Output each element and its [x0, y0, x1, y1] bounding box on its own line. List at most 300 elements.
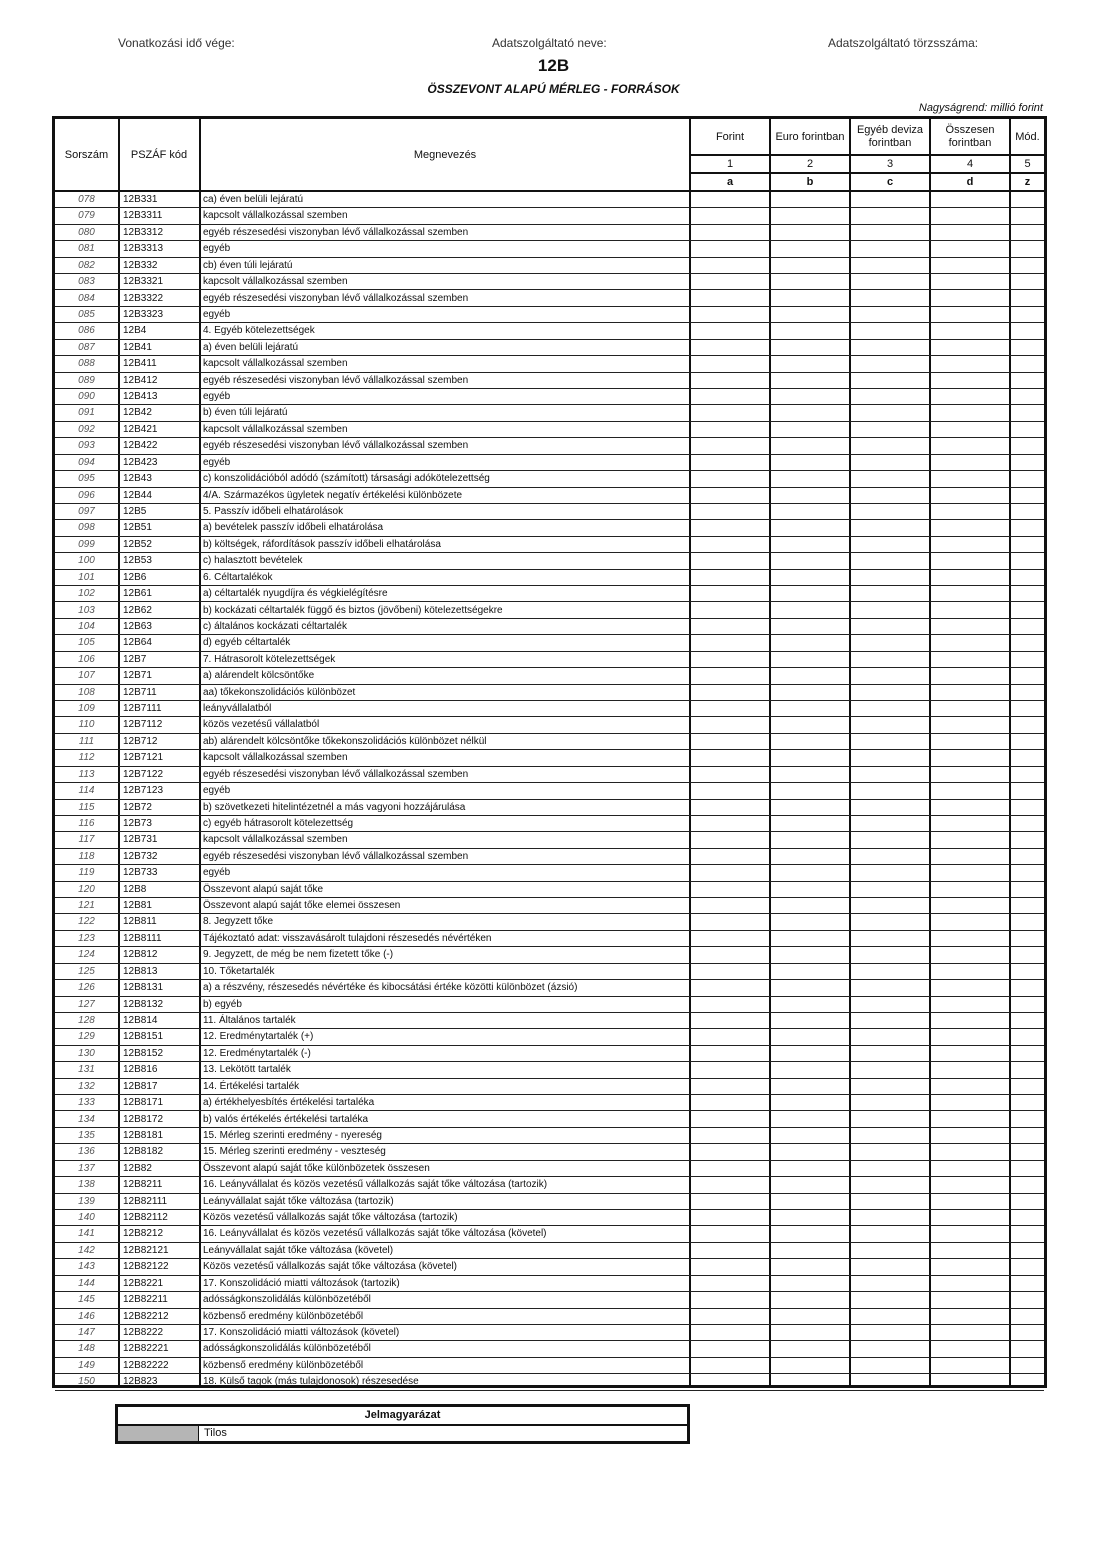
row-label: b) költségek, ráfordítások passzív időbeli elhatárolása: [203, 538, 441, 550]
col-header-egyeb: Egyéb deviza forintban: [856, 124, 924, 149]
table-row: [55, 422, 1044, 438]
table-row: [55, 537, 1044, 553]
row-code: 12B82222: [123, 1359, 169, 1371]
row-number: 082: [78, 259, 95, 271]
row-code: 12B82: [123, 1162, 152, 1174]
table-row: [55, 1177, 1044, 1193]
row-number: 127: [78, 998, 95, 1010]
table-row: [55, 1079, 1044, 1095]
col-header-euro: Euro forintban: [775, 130, 845, 143]
row-label: 7. Hátrasorolt kötelezettségek: [203, 653, 336, 665]
row-code: 12B82111: [123, 1195, 168, 1207]
row-label: egyéb részesedési viszonyban lévő vállalkozással szemben: [203, 850, 469, 862]
row-number: 126: [78, 982, 95, 994]
row-code: 12B8212: [123, 1228, 164, 1240]
table-row: [55, 208, 1044, 224]
row-code: 12B7: [123, 653, 147, 665]
table-row: [55, 685, 1044, 701]
col-header-osszesen: Összesen forintban: [945, 124, 995, 149]
row-number: 093: [78, 440, 95, 452]
row-number: 130: [78, 1047, 95, 1059]
row-number: 095: [78, 473, 95, 485]
row-number: 092: [78, 423, 95, 435]
row-code: 12B411: [123, 358, 157, 370]
row-label: közös vezetésű vállalatból: [203, 719, 320, 731]
row-number: 129: [78, 1031, 95, 1043]
row-label: aa) tőkekonszolidációs különbözet: [203, 686, 356, 698]
row-code: 12B82122: [123, 1261, 169, 1273]
row-number: 081: [78, 243, 95, 255]
row-code: 12B823: [123, 1376, 158, 1388]
row-label: 13. Lekötött tartalék: [203, 1064, 291, 1076]
row-code: 12B82212: [123, 1310, 169, 1322]
row-code: 12B7111: [123, 703, 162, 715]
row-number: 110: [78, 719, 95, 731]
row-label: 8. Jegyzett tőke: [203, 916, 274, 928]
row-label: c) konszolidációból adódó (számított) társasági adókötelezettség: [203, 473, 490, 485]
row-code: 12B423: [123, 456, 158, 468]
table-row: [55, 931, 1044, 947]
table-row: [55, 800, 1044, 816]
row-code: 12B3322: [123, 292, 164, 304]
period-label: Vonatkozási idő vége:: [118, 36, 235, 50]
col-header-mod: Mód.: [1015, 130, 1040, 143]
row-number: 090: [78, 391, 95, 403]
table-row: [55, 1309, 1044, 1325]
table-row: [55, 619, 1044, 635]
row-label: a) értékhelyesbítés értékelési tartaléka: [203, 1097, 375, 1109]
row-code: 12B8221: [123, 1277, 164, 1289]
legend-label: Tilos: [204, 1427, 227, 1439]
row-number: 122: [78, 916, 95, 928]
row-number: 142: [78, 1244, 95, 1256]
col-number: 2: [806, 157, 814, 170]
row-number: 112: [78, 752, 95, 764]
table-row: [55, 1325, 1044, 1341]
row-number: 100: [78, 555, 95, 567]
table-row: [55, 274, 1044, 290]
row-label: 10. Tőketartalék: [203, 965, 275, 977]
row-label: 9. Jegyzett, de még be nem fizetett tőke (-): [203, 949, 394, 961]
table-row: [55, 668, 1044, 684]
table-row: [55, 816, 1044, 832]
row-code: 12B422: [123, 440, 158, 452]
row-label: c) általános kockázati céltartalék: [203, 620, 347, 632]
row-code: 12B816: [123, 1064, 158, 1076]
row-number: 114: [78, 785, 95, 797]
row-number: 083: [78, 276, 95, 288]
row-label: d) egyéb céltartalék: [203, 637, 291, 649]
table-row: [55, 1374, 1044, 1390]
balance-table: [52, 116, 1047, 1388]
table-row: [55, 750, 1044, 766]
row-label: adósságkonszolidálás különbözetéből: [203, 1294, 371, 1306]
row-label: 16. Leányvállalat és közös vezetésű vállalkozás saját tőke változása (követel): [203, 1228, 547, 1240]
row-number: 085: [78, 308, 95, 320]
table-row: [55, 356, 1044, 372]
row-number: 132: [78, 1080, 95, 1092]
table-row: [55, 241, 1044, 257]
table-row: [55, 1276, 1044, 1292]
table-row: [55, 1013, 1044, 1029]
row-label: Összevont alapú saját tőke különbözetek összesen: [203, 1162, 430, 1174]
col-letter: d: [966, 175, 974, 188]
row-code: 12B61: [123, 588, 152, 600]
table-row: [55, 767, 1044, 783]
row-code: 12B53: [123, 555, 152, 567]
table-row: [55, 865, 1044, 881]
row-number: 109: [78, 703, 95, 715]
row-label: kapcsolt vállalkozással szemben: [203, 358, 348, 370]
table-row: [55, 980, 1044, 996]
row-label: egyéb részesedési viszonyban lévő vállalkozással szemben: [203, 768, 469, 780]
table-row: [55, 307, 1044, 323]
row-number: 145: [78, 1294, 95, 1306]
row-label: leányvállalatból: [203, 703, 272, 715]
row-code: 12B3311: [123, 210, 163, 222]
row-code: 12B8172: [123, 1113, 164, 1125]
row-label: Közös vezetésű vállalkozás saját tőke változása (követel): [203, 1261, 458, 1273]
row-code: 12B732: [123, 850, 158, 862]
table-row: [55, 734, 1044, 750]
row-label: egyéb részesedési viszonyban lévő vállalkozással szemben: [203, 226, 469, 238]
table-row: [55, 570, 1044, 586]
row-code: 12B8: [123, 883, 147, 895]
row-code: 12B72: [123, 801, 152, 813]
row-code: 12B331: [123, 194, 158, 205]
row-number: 098: [78, 522, 95, 534]
row-code: 12B82112: [123, 1212, 168, 1224]
provider-id-label: Adatszolgáltató törzsszáma:: [828, 36, 979, 50]
row-label: 16. Leányvállalat és közös vezetésű vállalkozás saját tőke változása (tartozik): [203, 1179, 548, 1191]
row-code: 12B8182: [123, 1146, 164, 1158]
row-code: 12B712: [123, 735, 158, 747]
row-label: 18. Külső tagok (más tulajdonosok) részesedése: [203, 1376, 419, 1388]
row-label: 4. Egyéb kötelezettségek: [203, 325, 315, 337]
row-code: 12B64: [123, 637, 152, 649]
row-number: 148: [78, 1343, 95, 1355]
row-number: 121: [78, 900, 95, 912]
table-row: [55, 1341, 1044, 1357]
table-row: [55, 504, 1044, 520]
row-label: egyéb: [203, 867, 231, 879]
row-number: 138: [78, 1179, 95, 1191]
row-code: 12B8131: [123, 982, 164, 994]
table-row: [55, 520, 1044, 536]
row-code: 12B73: [123, 817, 152, 829]
form-title: ÖSSZEVONT ALAPÚ MÉRLEG - FORRÁSOK: [427, 82, 680, 96]
row-code: 12B413: [123, 391, 158, 403]
table-row: [55, 882, 1044, 898]
row-code: 12B332: [123, 259, 158, 271]
row-number: 087: [78, 341, 95, 353]
row-number: 099: [78, 538, 95, 550]
row-label: cb) éven túli lejáratú: [203, 259, 293, 271]
provider-name-label: Adatszolgáltató neve:: [492, 36, 607, 50]
table-row: [55, 405, 1044, 421]
row-code: 12B82221: [123, 1343, 169, 1355]
col-header-megnevezes: Megnevezés: [413, 148, 477, 161]
row-code: 12B82211: [123, 1294, 168, 1306]
table-row: [55, 783, 1044, 799]
row-label: 12. Eredménytartalék (-): [203, 1047, 311, 1059]
table-row: [55, 832, 1044, 848]
col-letter: z: [1024, 175, 1031, 188]
row-code: 12B6: [123, 571, 147, 583]
row-label: kapcsolt vállalkozással szemben: [203, 210, 348, 222]
table-row: [55, 1112, 1044, 1128]
row-code: 12B7122: [123, 768, 164, 780]
row-code: 12B42: [123, 407, 152, 419]
row-number: 133: [78, 1097, 95, 1109]
table-row: [55, 586, 1044, 602]
table-row: [55, 1194, 1044, 1210]
table-row: [55, 291, 1044, 307]
row-label: Tájékoztató adat: visszavásárolt tulajdoni részesedés névértéken: [203, 932, 492, 944]
row-number: 140: [78, 1212, 95, 1224]
row-number: 117: [78, 834, 95, 846]
row-code: 12B711: [123, 686, 157, 698]
col-letter: b: [806, 175, 814, 188]
table-row: [55, 1243, 1044, 1259]
row-label: c) halasztott bevételek: [203, 555, 303, 567]
row-number: 137: [78, 1162, 95, 1174]
row-label: egyéb részesedési viszonyban lévő vállalkozással szemben: [203, 292, 469, 304]
row-label: egyéb: [203, 243, 231, 255]
table-row: [55, 373, 1044, 389]
row-label: 14. Értékelési tartalék: [203, 1080, 300, 1092]
row-code: 12B41: [123, 341, 152, 353]
table-row: [55, 192, 1044, 208]
table-row: [55, 389, 1044, 405]
row-number: 089: [78, 374, 95, 386]
row-code: 12B82121: [123, 1244, 169, 1256]
row-number: 135: [78, 1129, 95, 1141]
table-row: [55, 438, 1044, 454]
row-code: 12B813: [123, 965, 158, 977]
table-row: [55, 340, 1044, 356]
table-row: [55, 997, 1044, 1013]
row-label: b) kockázati céltartalék függő és biztos (jövőbeni) kötelezettségekre: [203, 604, 503, 616]
row-label: kapcsolt vállalkozással szemben: [203, 423, 348, 435]
row-number: 078: [78, 194, 95, 205]
row-label: 15. Mérleg szerinti eredmény - nyereség: [203, 1129, 382, 1141]
row-number: 108: [78, 686, 95, 698]
row-number: 116: [78, 817, 95, 829]
table-row: [55, 898, 1044, 914]
row-number: 134: [78, 1113, 95, 1125]
row-code: 12B7112: [123, 719, 163, 731]
row-code: 12B8111: [123, 932, 162, 944]
table-row: [55, 717, 1044, 733]
row-number: 107: [78, 670, 95, 682]
col-header-sorszam: Sorszám: [64, 148, 109, 161]
row-number: 094: [78, 456, 95, 468]
row-number: 146: [78, 1310, 95, 1322]
row-number: 119: [78, 867, 95, 879]
table-row: [55, 471, 1044, 487]
row-label: 15. Mérleg szerinti eredmény - veszteség: [203, 1146, 386, 1158]
row-number: 128: [78, 1015, 95, 1026]
col-number: 5: [1024, 157, 1031, 170]
row-label: kapcsolt vállalkozással szemben: [203, 834, 348, 846]
table-row: [55, 1046, 1044, 1062]
row-label: ab) alárendelt kölcsöntőke tőkekonszolidációs különbözet nélkül: [203, 735, 487, 747]
row-label: Leányvállalat saját tőke változása (követel): [203, 1244, 394, 1256]
row-label: 6. Céltartalékok: [203, 571, 273, 583]
row-number: 123: [78, 932, 95, 944]
table-row: [55, 1161, 1044, 1177]
row-code: 12B5: [123, 505, 147, 517]
table-row: [55, 455, 1044, 471]
row-label: közbenső eredmény különbözetéből: [203, 1310, 364, 1322]
row-code: 12B814: [123, 1015, 158, 1026]
row-code: 12B412: [123, 374, 158, 386]
header-rule: [689, 172, 1044, 174]
table-row: [55, 1029, 1044, 1045]
row-number: 101: [78, 571, 95, 583]
row-label: c) egyéb hátrasorolt kötelezettség: [203, 817, 354, 829]
row-label: egyéb: [203, 308, 231, 320]
row-number: 084: [78, 292, 95, 304]
row-label: a) céltartalék nyugdíjra és végkielégítésre: [203, 588, 388, 600]
row-code: 12B63: [123, 620, 152, 632]
row-code: 12B8222: [123, 1326, 164, 1338]
table-row: [55, 1259, 1044, 1275]
row-number: 131: [78, 1064, 95, 1076]
row-label: egyéb: [203, 391, 231, 403]
row-number: 124: [78, 949, 95, 961]
table-row: [55, 1062, 1044, 1078]
row-number: 106: [78, 653, 95, 665]
row-label: közbenső eredmény különbözetéből: [203, 1359, 364, 1371]
col-number: 4: [966, 157, 974, 170]
table-row: [55, 603, 1044, 619]
header-rule: [689, 154, 1044, 156]
table-row: [55, 947, 1044, 963]
row-label: b) valós értékelés értékelési tartaléka: [203, 1113, 369, 1125]
row-number: 141: [78, 1228, 95, 1240]
row-number: 143: [78, 1261, 95, 1273]
row-number: 149: [78, 1359, 95, 1371]
row-code: 12B7123: [123, 785, 164, 797]
row-code: 12B8152: [123, 1047, 164, 1059]
row-label: Összevont alapú saját tőke elemei összesen: [203, 900, 401, 912]
row-code: 12B8171: [123, 1097, 164, 1109]
row-label: egyéb: [203, 785, 231, 797]
row-number: 111: [78, 735, 95, 747]
row-label: 17. Konszolidáció miatti változások (tartozik): [203, 1277, 400, 1289]
row-label: 5. Passzív időbeli elhatárolások: [203, 505, 344, 517]
table-row: [55, 1210, 1044, 1226]
col-letter: a: [726, 175, 734, 188]
row-label: b) szövetkezeti hitelintézetnél a más vagyoni hozzájárulása: [203, 801, 466, 813]
table-row: [55, 258, 1044, 274]
table-row: [55, 1128, 1044, 1144]
row-code: 12B3313: [123, 243, 164, 255]
row-code: 12B817: [123, 1080, 158, 1092]
row-label: 11. Általános tartalék: [203, 1015, 296, 1026]
row-number: 120: [78, 883, 95, 895]
col-number: 1: [726, 157, 734, 170]
row-label: 17. Konszolidáció miatti változások (követel): [203, 1326, 400, 1338]
row-label: adósságkonszolidálás különbözetéből: [203, 1343, 371, 1355]
row-code: 12B81: [123, 900, 152, 912]
table-row: [55, 488, 1044, 504]
row-code: 12B4: [123, 325, 147, 337]
table-row: [55, 1144, 1044, 1160]
row-code: 12B52: [123, 538, 152, 550]
row-code: 12B421: [123, 423, 158, 435]
row-code: 12B8151: [123, 1031, 164, 1043]
row-label: 12. Eredménytartalék (+): [203, 1031, 314, 1043]
row-code: 12B71: [123, 670, 152, 682]
row-label: a) éven belüli lejáratú: [203, 341, 299, 353]
row-label: kapcsolt vállalkozással szemben: [203, 752, 348, 764]
table-row: [55, 635, 1044, 651]
row-number: 115: [78, 801, 95, 813]
row-code: 12B733: [123, 867, 158, 879]
row-number: 139: [78, 1195, 95, 1207]
form-code: 12B: [537, 56, 570, 75]
row-code: 12B8132: [123, 998, 164, 1010]
row-code: 12B43: [123, 473, 152, 485]
legend-title: Jelmagyarázat: [118, 1407, 687, 1426]
row-number: 125: [78, 965, 95, 977]
row-number: 096: [78, 489, 95, 501]
row-code: 12B51: [123, 522, 152, 534]
row-code: 12B44: [123, 489, 152, 501]
row-label: egyéb részesedési viszonyban lévő vállalkozással szemben: [203, 440, 469, 452]
row-label: a) alárendelt kölcsöntőke: [203, 670, 315, 682]
table-row: [55, 701, 1044, 717]
table-row: [55, 1095, 1044, 1111]
row-number: 150: [78, 1376, 95, 1388]
row-number: 102: [78, 588, 95, 600]
table-row: [55, 225, 1044, 241]
col-header-pszaf-kod: PSZÁF kód: [130, 148, 188, 161]
row-code: 12B3323: [123, 308, 164, 320]
row-code: 12B7121: [123, 752, 164, 764]
table-row: [55, 323, 1044, 339]
row-number: 088: [78, 358, 95, 370]
row-label: egyéb részesedési viszonyban lévő vállalkozással szemben: [203, 374, 469, 386]
row-label: kapcsolt vállalkozással szemben: [203, 276, 348, 288]
row-label: Közös vezetésű vállalkozás saját tőke változása (tartozik): [203, 1212, 458, 1224]
row-label: ca) éven belüli lejáratú: [203, 194, 304, 205]
table-row: [55, 849, 1044, 865]
legend: [115, 1404, 690, 1444]
table-row: [55, 1292, 1044, 1308]
row-label: 4/A. Származékos ügyletek negatív értékelési különbözete: [203, 489, 463, 501]
row-label: b) egyéb: [203, 998, 242, 1010]
row-code: 12B62: [123, 604, 152, 616]
row-code: 12B8211: [123, 1179, 163, 1191]
col-number: 3: [886, 157, 894, 170]
row-code: 12B3312: [123, 226, 164, 238]
row-number: 136: [78, 1146, 95, 1158]
row-code: 12B811: [123, 916, 157, 928]
unit-note: Nagyságrend: millió forint: [918, 102, 1043, 114]
row-number: 104: [78, 620, 95, 632]
row-code: 12B812: [123, 949, 158, 961]
table-row: [55, 1226, 1044, 1242]
table-row: [55, 964, 1044, 980]
row-label: Leányvállalat saját tőke változása (tartozik): [203, 1195, 394, 1207]
row-label: a) a részvény, részesedés névértéke és kibocsátási értéke közötti különbözet (ázsió): [203, 982, 578, 994]
row-number: 079: [78, 210, 95, 222]
row-code: 12B731: [123, 834, 158, 846]
